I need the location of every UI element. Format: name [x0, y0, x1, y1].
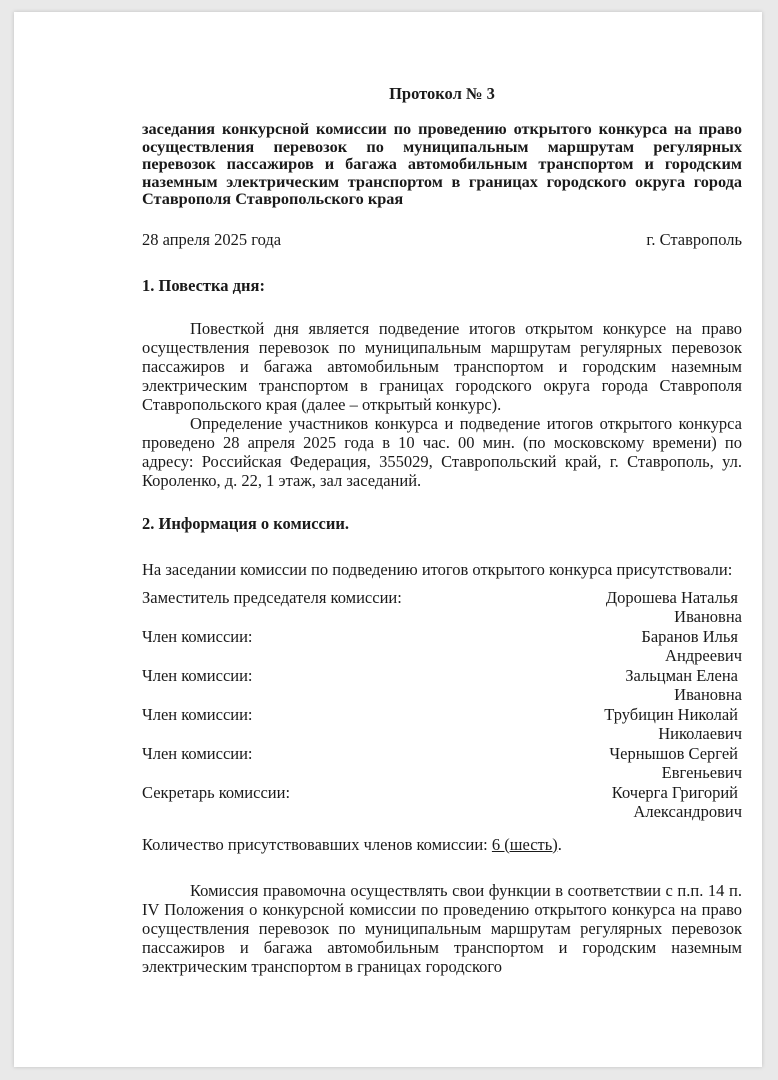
section-1-paragraph-1: Повесткой дня является подведение итогов открытом конкурсе на право осуществления перевозок по муниципальным маршрутам регулярных перевозок пассажиров и багажа автомобильным транспортом и городским наземным электрическим транспортом в границах городского округа города Ставрополя Ставропольского края (далее – открытый конкурс). [142, 318, 742, 414]
member-name-line-1: Кочерга Григорий [611, 782, 738, 802]
protocol-title: Протокол № 3 [389, 84, 495, 103]
member-name [562, 744, 742, 782]
member-row [142, 705, 742, 743]
member-name-line-1: Баранов Илья [641, 626, 738, 646]
section-1-paragraph-2: Определение участников конкурса и подведение итогов открытого конкурса проведено 28 апреля 2025 года в 10 час. 00 мин. (по московскому времени) по адресу: Российская Федерация, 355029, Ставропольский край, г. Ставрополь, ул. Короленко, д. 22, 1 этаж, зал заседаний. [142, 413, 742, 490]
member-role: Заместитель председателя комиссии: [142, 587, 402, 607]
document-page [14, 12, 762, 1067]
member-name-line-1: Дорошева Наталья [605, 587, 738, 607]
member-name-line-2: Евгеньевич [661, 762, 742, 782]
member-row [142, 627, 742, 665]
member-count-suffix: . [557, 834, 562, 854]
member-name [562, 627, 742, 665]
protocol-date: 28 апреля 2025 года [142, 229, 282, 249]
member-role: Член комиссии: [142, 743, 253, 763]
member-name-line-1: Зальцман Елена [625, 665, 738, 685]
member-role: Член комиссии: [142, 626, 253, 646]
section-2-heading: 2. Информация о комиссии. [142, 513, 350, 533]
member-name [562, 588, 742, 626]
member-name-line-2: Андреевич [665, 645, 742, 665]
member-role: Член комиссии: [142, 665, 253, 685]
commission-members-list [142, 588, 742, 821]
section-2-intro: На заседании комиссии по подведению итогов открытого конкурса присутствовали: [142, 559, 733, 579]
section-2-paragraph-3: Комиссия правомочна осуществлять свои функции в соответствии с п.п. 14 п. IV Положения о конкурсной комиссии по проведению открытого конкурса на право осуществления перевозок по муниципальным маршрутам регулярных перевозок пассажиров и багажа автомобильным транспортом и городским наземным электрическим транспортом в границах городского [142, 880, 742, 976]
member-name-line-1: Трубицин Николай [604, 704, 738, 724]
document-body [142, 84, 742, 976]
member-role: Член комиссии: [142, 704, 253, 724]
member-row [142, 783, 742, 821]
section-1-heading: 1. Повестка дня: [142, 275, 265, 295]
member-name-line-2: Александрович [633, 801, 742, 821]
member-name [562, 666, 742, 704]
member-count-value: 6 (шесть) [491, 834, 558, 854]
member-row [142, 744, 742, 782]
date-line [142, 230, 742, 249]
protocol-subtitle: заседания конкурсной комиссии по проведению открытого конкурса на право осуществления перевозок по муниципальным маршрутам регулярных перевозок пассажиров и багажа автомобильным транспортом и городским наземным электрическим транспортом в границах городского округа города Ставрополя Ставропольского края [142, 119, 742, 208]
member-name [562, 705, 742, 743]
member-row [142, 666, 742, 704]
member-name [562, 783, 742, 821]
member-role: Секретарь комиссии: [142, 782, 291, 802]
member-count-label: Количество присутствовавших членов комиссии: [142, 834, 488, 854]
member-name-line-2: Николаевич [658, 723, 742, 743]
member-row [142, 588, 742, 626]
member-count-line [142, 835, 742, 854]
member-name-line-2: Ивановна [674, 684, 742, 704]
member-name-line-2: Ивановна [674, 606, 742, 626]
member-name-line-1: Чернышов Сергей [609, 743, 738, 763]
protocol-city: г. Ставрополь [646, 229, 742, 249]
